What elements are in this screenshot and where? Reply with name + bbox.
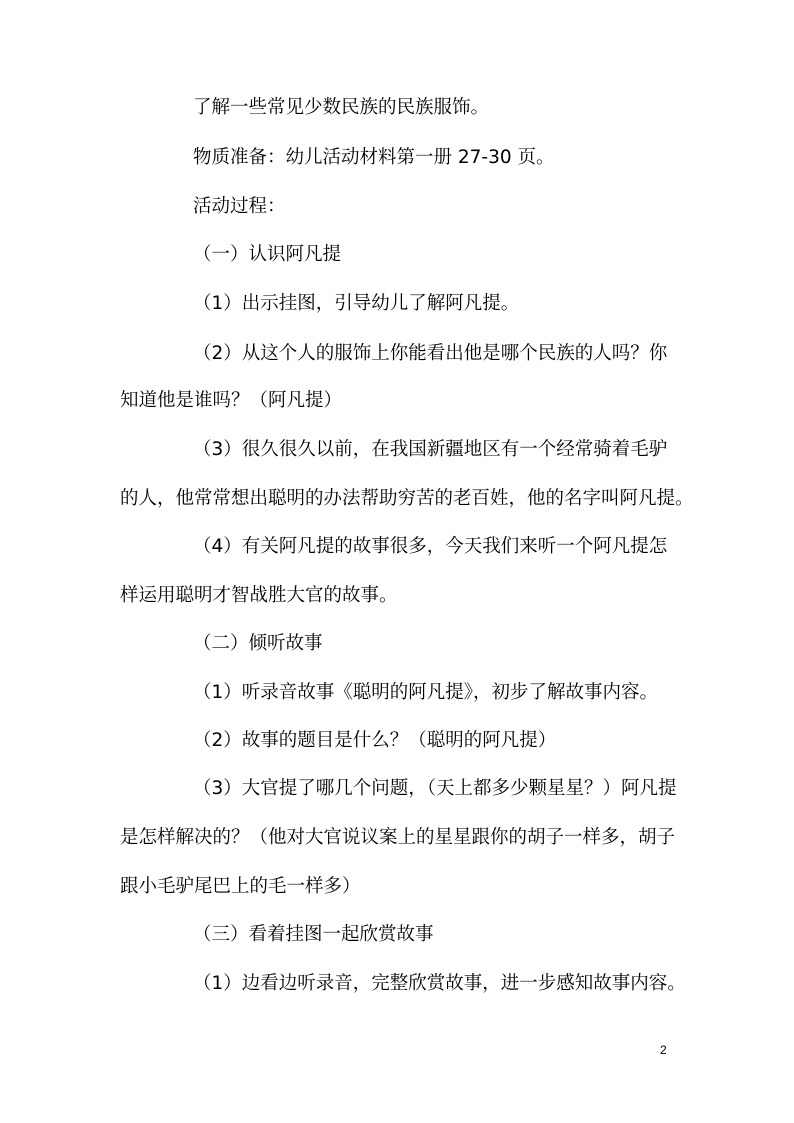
text-line-7: 知道他是谁吗？（阿凡提） <box>120 390 343 411</box>
text-line-15: （3）大官提了哪几个问题，（天上都多少颗星星？）阿凡提 <box>193 778 677 799</box>
text-line-17: 跟小毛驴尾巴上的毛一样多） <box>120 876 361 897</box>
text-line-19: （1）边看边听录音，完整欣赏故事，进一步感知故事内容。 <box>193 973 686 994</box>
text-line-2: 物质准备：幼儿活动材料第一册 27-30 页。 <box>193 147 555 168</box>
text-line-16: 是怎样解决的？（他对大官说议案上的星星跟你的胡子一样多，胡子 <box>120 827 676 848</box>
text-line-3: 活动过程： <box>193 196 286 217</box>
text-line-14: （2）故事的题目是什么？（聪明的阿凡提） <box>193 730 557 751</box>
text-line-13: （1）听录音故事《聪明的阿凡提》，初步了解故事内容。 <box>193 682 659 703</box>
text-line-5: （1）出示挂图，引导幼儿了解阿凡提。 <box>193 293 520 314</box>
text-line-8: （3）很久很久以前，在我国新疆地区有一个经常骑着毛驴 <box>193 439 668 460</box>
text-line-11: 样运用聪明才智战胜大官的故事。 <box>120 585 398 606</box>
text-line-4: （一）认识阿凡提 <box>193 244 342 265</box>
text-line-18: （三）看着挂图一起欣赏故事 <box>193 924 434 945</box>
text-line-10: （4）有关阿凡提的故事很多，今天我们来听一个阿凡提怎 <box>193 536 668 557</box>
text-line-9: 的人，他常常想出聪明的办法帮助穷苦的老百姓，他的名字叫阿凡提。 <box>120 488 694 509</box>
page-number: 2 <box>660 1043 667 1057</box>
text-line-12: （二）倾听故事 <box>193 633 323 654</box>
text-line-6: （2）从这个人的服饰上你能看出他是哪个民族的人吗？你 <box>193 343 668 364</box>
text-line-1: 了解一些常见少数民族的民族服饰。 <box>193 97 490 118</box>
